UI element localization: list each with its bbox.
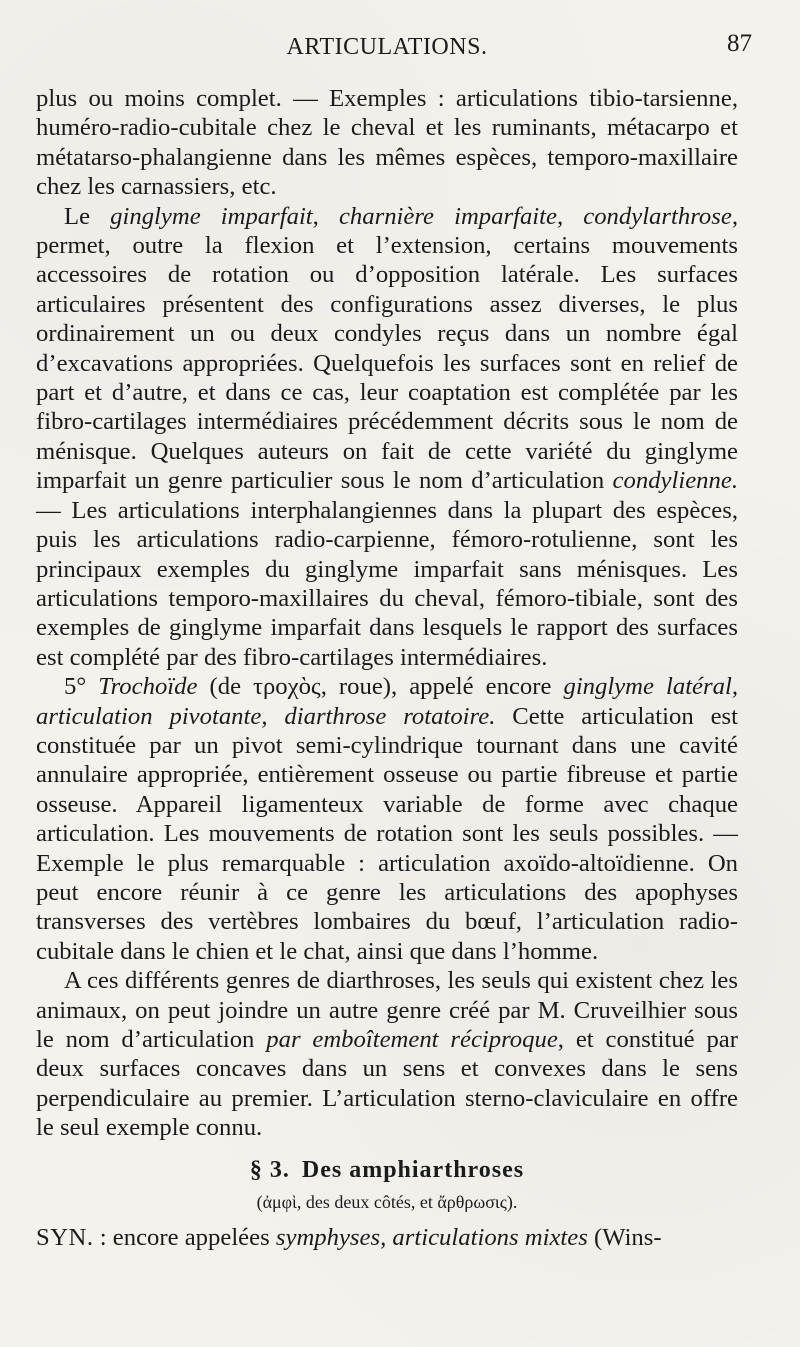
paragraph-2-seg-3: permet, outre la flexion et l’extension, certains mouvements accessoires de rotation ou d’opposition latérale. Les surfaces articulaires présentent des configurations assez diverses, le plus ordinairement un ou deux condyles reçus dans un nombre égal d’excavations appropriées. Quelquefois les surfaces sont en relief de part et d’autre, et dans ce cas, leur coaptation est complétée par les fibro-cartilages intermédiaires précédemment décrits sous le nom de ménisque. Quelques auteurs on fait de cette variété du ginglyme imparfait un genre particulier sous le nom d’articulation (36, 232, 738, 495)
synonym-label: SYN. (36, 1223, 94, 1251)
running-head (36, 28, 752, 68)
paragraph-3-seg-2-italic: Trochoïde (98, 673, 198, 701)
page-number: 87 (727, 30, 752, 57)
paragraph-1-text: plus ou moins complet. — Exemples : articulations tibio-tarsienne, huméro-radio-cubitale chez le cheval et les ruminants, métacarpo et métatarso-phalangienne dans les mêmes espèces, temporo-maxillaire chez les carnassiers, etc. (36, 85, 738, 201)
paragraph-2-seg-1: Le (64, 202, 111, 230)
paragraph-3-seg-3: (de τροχὸς, roue), appelé encore (197, 673, 564, 701)
section-etymology: (ἀμφὶ, des deux côtés, et ἄρθρωσις). (256, 1191, 518, 1212)
section-title: Des amphiarthroses (301, 1156, 525, 1183)
synonym-text-italic: symphyses, articulations mixtes (275, 1223, 588, 1251)
synonym-line (36, 1223, 738, 1252)
paragraph-3 (36, 672, 738, 966)
paragraph-4-seg-2-italic: par emboîtement réciproque (266, 1026, 558, 1053)
paragraph-4-seg-1: A ces différents genres de diarthroses, les seuls qui existent chez les animaux, on peut joindre un autre genre créé par M. Cruveilhier sous le nom d’articulation (36, 967, 738, 1053)
running-title: ARTICULATIONS. (286, 34, 488, 60)
paragraph-4-seg-3: , et constitué par deux surfaces concaves dans un sens et convexes dans le sens perpendiculaire au premier. L’articulation sterno-claviculaire en offre le seul exemple connu. (36, 1026, 738, 1142)
paragraph-4 (36, 966, 738, 1142)
paragraph-2 (36, 202, 738, 673)
paragraph-2-seg-4-italic: condylienne. (612, 467, 738, 495)
paragraph-2-seg-2-italic: ginglyme imparfait, charnière imparfaite, condylarthrose, (110, 202, 738, 230)
section-heading (36, 1157, 738, 1184)
paragraph-2-seg-5: — Les articulations interphalangiennes dans la plupart des espèces, puis les articulations radio-carpienne, fémoro-rotulienne, sont les principaux exemples du ginglyme imparfait sans ménisques. Les articulations temporo-maxillaires du cheval, fémoro-tibiale, sont des exemples de ginglyme imparfait dans lesquels le rapport des surfaces est complété par des fibro-cartilages intermédiaires. (36, 496, 738, 671)
paragraph-3-seg-1: 5° (64, 673, 99, 701)
synonym-separator: : (93, 1223, 113, 1251)
body-text (36, 84, 738, 1143)
section-mark: § 3. (249, 1156, 290, 1183)
paragraph-3-seg-4-italic: ginglyme latéral, articulation pivotante, diarthrose rotatoire. (36, 673, 738, 730)
paragraph-1 (36, 84, 738, 202)
paragraph-3-seg-5: Cette articulation est constituée par un pivot semi-cylindrique tournant dans une cavité annulaire appropriée, entièrement osseuse ou partie fibreuse et partie osseuse. Appareil ligamenteux variable de forme avec chaque articulation. Les mouvements de rotation sont les seuls possibles. — Exemple le plus remarquable : articulation axoïdo-altoïdienne. On peut encore réunir à ce genre les articulations des apophyses transverses des vertèbres lombaires du bœuf, l’articulation radio-cubitale dans le chien et le chat, ainsi que dans l’homme. (36, 702, 738, 965)
synonym-text-1: encore appelées (112, 1223, 276, 1251)
synonym-text-2: (Wins- (587, 1223, 662, 1251)
